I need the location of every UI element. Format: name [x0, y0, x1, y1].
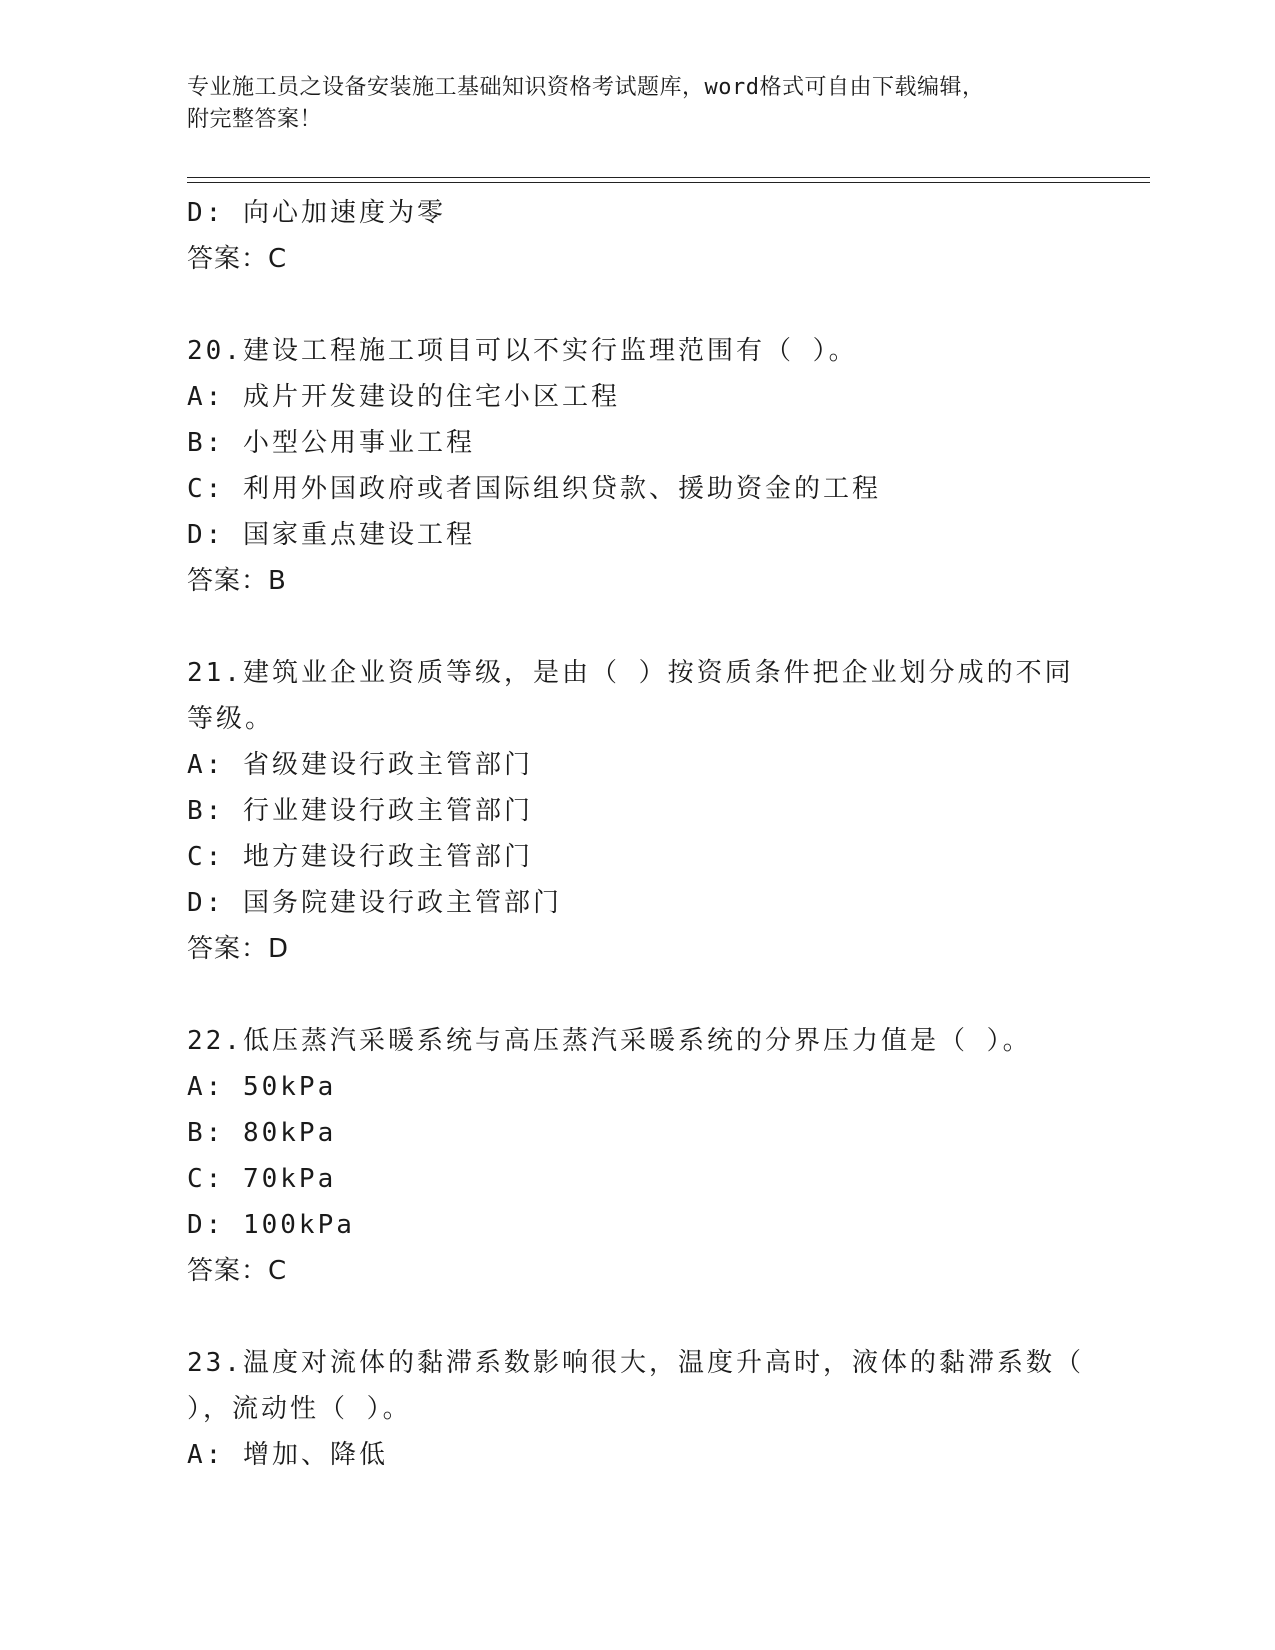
question-list — [187, 190, 1087, 1478]
question-stem: 20.建设工程施工项目可以不实行监理范围有（ ）。 — [187, 336, 858, 366]
spacer — [187, 972, 1087, 1018]
question-20 — [187, 328, 1087, 604]
page-header — [187, 72, 1087, 136]
header-divider — [187, 177, 1150, 183]
option-c: C: 地方建设行政主管部门 — [187, 842, 533, 872]
option-a: A: 50kPa — [187, 1072, 337, 1102]
option-d: D: 国家重点建设工程 — [187, 520, 475, 550]
spacer — [187, 604, 1087, 650]
option-b: B: 小型公用事业工程 — [187, 428, 475, 458]
answer: 答案：C — [187, 1256, 288, 1286]
option-d: D: 国务院建设行政主管部门 — [187, 888, 562, 918]
option-b: B: 80kPa — [187, 1118, 337, 1148]
option-c: C: 利用外国政府或者国际组织贷款、援助资金的工程 — [187, 474, 881, 504]
answer: 答案：B — [187, 566, 287, 596]
spacer — [187, 282, 1087, 328]
header-line-2: 附完整答案！ — [187, 107, 323, 132]
question-stem: 22.低压蒸汽采暖系统与高压蒸汽采暖系统的分界压力值是（ ）。 — [187, 1026, 1032, 1056]
question-stem-line-1: 23.温度对流体的黏滞系数影响很大，温度升高时，液体的黏滞系数（ — [187, 1348, 1084, 1378]
question-23 — [187, 1340, 1087, 1478]
answer: 答案：C — [187, 244, 288, 274]
question-22 — [187, 1018, 1087, 1294]
question-stem-line-2: 等级。 — [187, 704, 275, 734]
header-line-1: 专业施工员之设备安装施工基础知识资格考试题库，word格式可自由下载编辑， — [187, 75, 985, 100]
question-21 — [187, 650, 1087, 972]
option-c: C: 70kPa — [187, 1164, 337, 1194]
question-stem-line-1: 21.建筑业企业资质等级，是由（ ）按资质条件把企业划分成的不同 — [187, 658, 1074, 688]
option-d: D: 向心加速度为零 — [187, 198, 446, 228]
spacer — [187, 1294, 1087, 1340]
option-a: A: 增加、降低 — [187, 1440, 388, 1470]
option-a: A: 省级建设行政主管部门 — [187, 750, 533, 780]
option-d: D: 100kPa — [187, 1210, 355, 1240]
answer: 答案：D — [187, 934, 290, 964]
question-stem-line-2: ），流动性（ ）。 — [187, 1394, 412, 1424]
option-a: A: 成片开发建设的住宅小区工程 — [187, 382, 620, 412]
option-b: B: 行业建设行政主管部门 — [187, 796, 533, 826]
previous-question-tail — [187, 190, 1087, 282]
